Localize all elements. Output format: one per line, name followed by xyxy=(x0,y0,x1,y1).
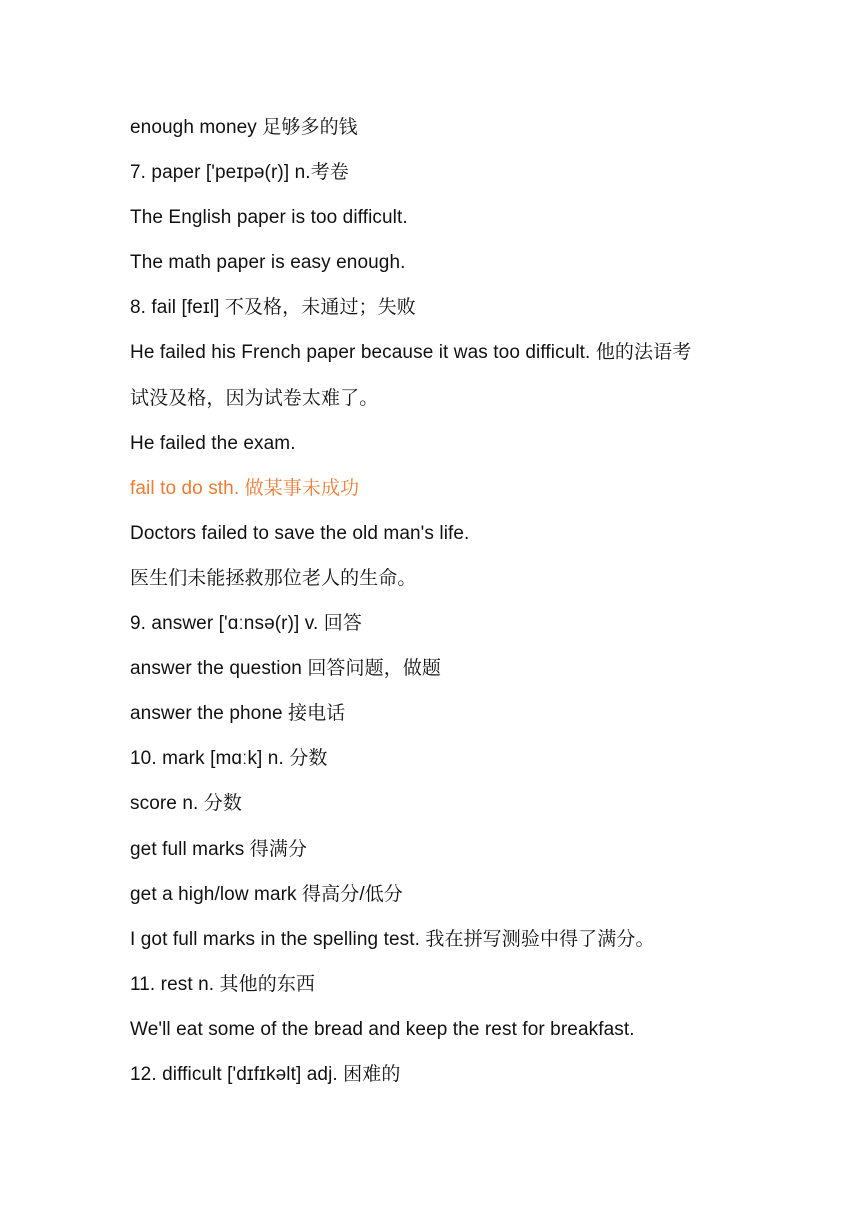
example-sentence: I got full marks in the spelling test. 我在拼写测验中得了满分。 xyxy=(130,928,655,950)
example-sentence: Doctors failed to save the old man's life. xyxy=(130,522,470,544)
document-body xyxy=(130,105,740,1097)
phrase-line: answer the question 回答问题，做题 xyxy=(130,658,442,680)
vocab-entry-difficult: 12. difficult ['dɪfɪkəlt] adj. 困难的 xyxy=(130,1063,401,1085)
example-sentence: The English paper is too difficult. xyxy=(130,207,408,229)
text-line-enough-money: enough money 足够多的钱 xyxy=(130,117,358,138)
phrase-line: get full marks 得满分 xyxy=(130,838,308,860)
vocab-entry-answer: 9. answer ['ɑːnsə(r)] v. 回答 xyxy=(130,613,362,635)
example-translation: 试没及格，因为试卷太难了。 xyxy=(130,387,379,409)
vocab-entry-mark: 10. mark [mɑːk] n. 分数 xyxy=(130,748,328,770)
phrase-line: answer the phone 接电话 xyxy=(130,703,346,725)
phrase-line: score n. 分数 xyxy=(130,793,242,815)
example-sentence: He failed the exam. xyxy=(130,432,296,454)
vocab-entry-fail: 8. fail [feɪl] 不及格，未通过；失败 xyxy=(130,297,416,319)
example-sentence: He failed his French paper because it was too difficult. 他的法语考 xyxy=(130,342,692,364)
example-sentence: The math paper is easy enough. xyxy=(130,252,406,274)
example-translation: 医生们未能拯救那位老人的生命。 xyxy=(130,567,417,589)
example-sentence: We'll eat some of the bread and keep the rest for breakfast. xyxy=(130,1018,635,1040)
vocab-entry-paper: 7. paper ['peɪpə(r)] n.考卷 xyxy=(130,162,349,184)
vocab-entry-rest: 11. rest n. 其他的东西 xyxy=(130,973,316,995)
phrase-highlight: fail to do sth. 做某事未成功 xyxy=(130,477,360,499)
phrase-line: get a high/low mark 得高分/低分 xyxy=(130,883,403,905)
